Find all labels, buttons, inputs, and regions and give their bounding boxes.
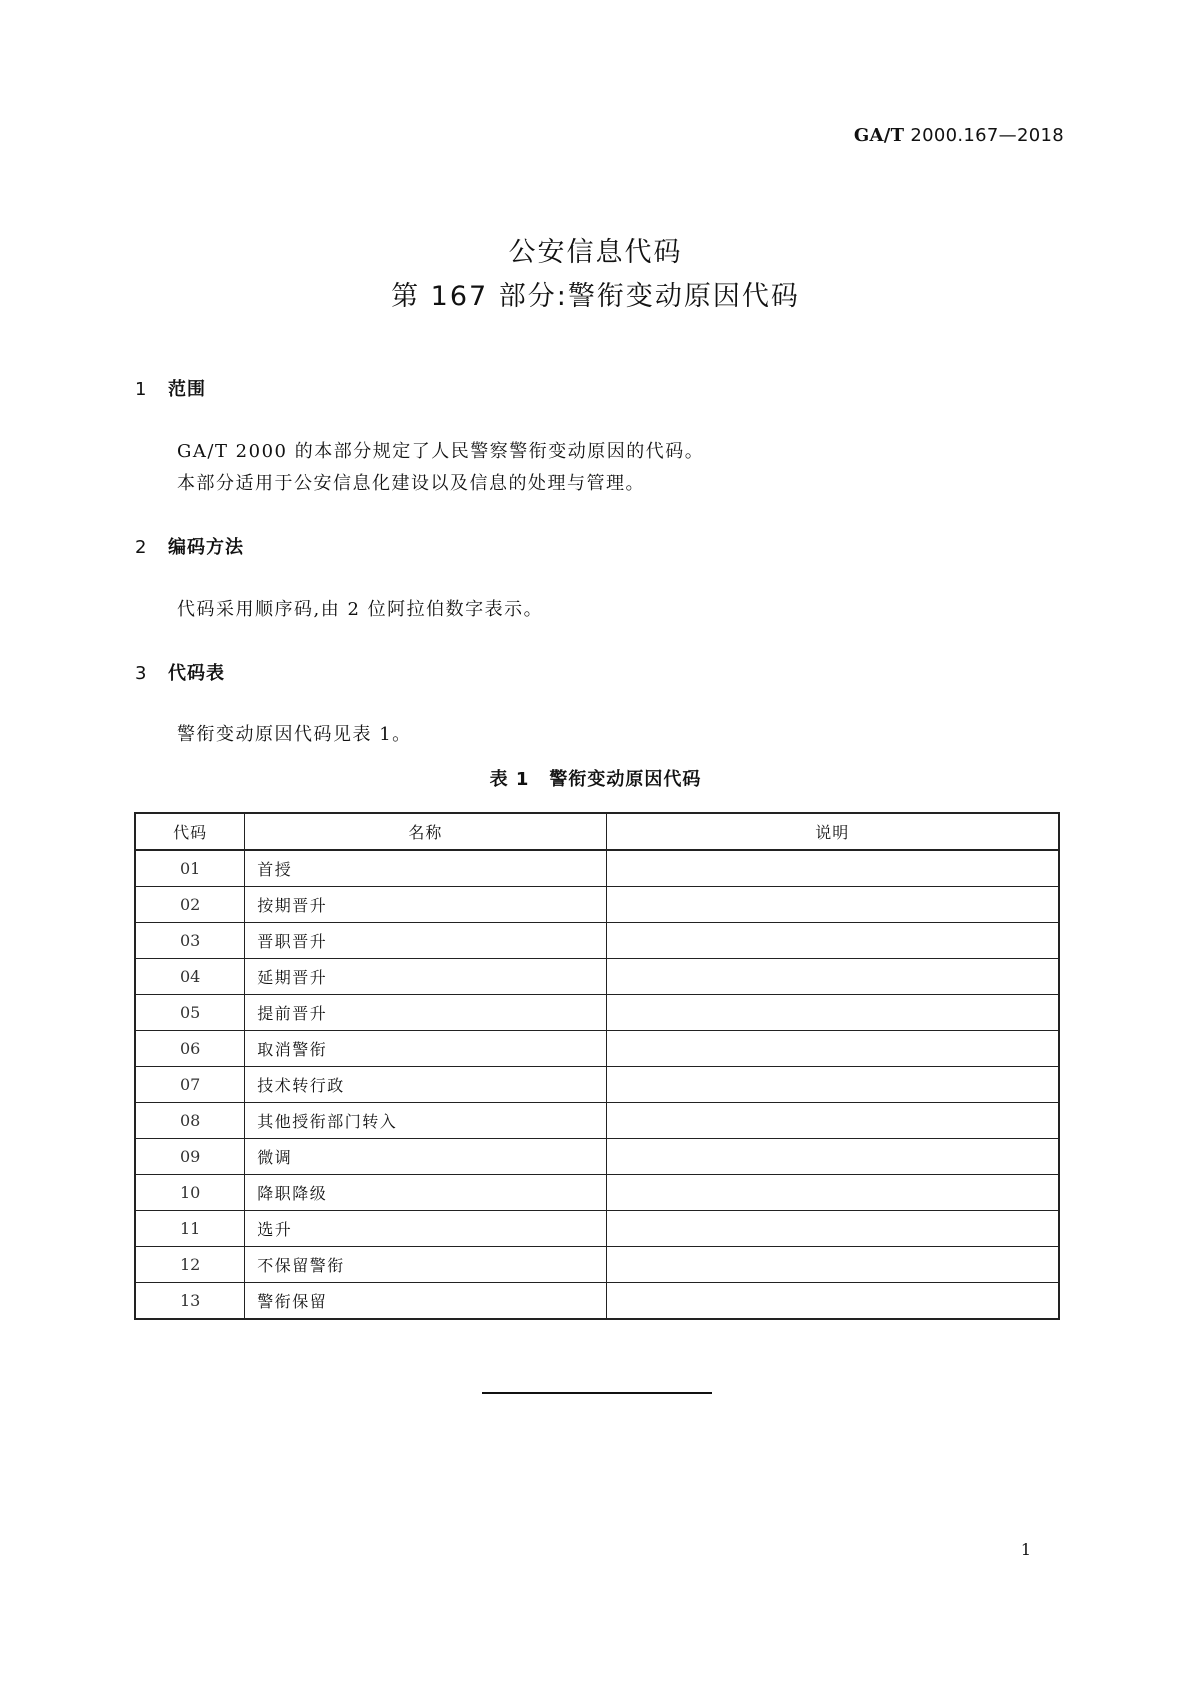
standard-number [854,125,1064,146]
row-name: 首授 [245,850,606,887]
row-name: 取消警衔 [245,1031,606,1067]
table-header-row [135,813,1059,850]
table-row [135,1103,1059,1139]
table-body [135,850,1059,1319]
row-note [606,887,1059,923]
section-1-heading [135,375,206,401]
row-name: 晋职晋升 [245,923,606,959]
row-name: 按期晋升 [245,887,606,923]
table-caption-label: 表 1 [489,769,530,790]
row-note [606,1067,1059,1103]
row-code: 04 [135,959,245,995]
section-1-paragraph-1: GA/T 2000 的本部分规定了人民警察警衔变动原因的代码。 [177,441,705,462]
table-row [135,887,1059,923]
section-number: 1 [135,379,148,400]
section-2-heading [135,533,244,559]
row-note [606,1175,1059,1211]
row-code: 12 [135,1247,245,1283]
document-title: 公安信息代码 [508,237,683,268]
section-3-heading [135,659,225,685]
section-title: 代码表 [168,663,225,684]
document-subtitle: 第 167 部分:警衔变动原因代码 [391,281,800,312]
page-number: 1 [1020,1540,1031,1559]
row-note [606,1139,1059,1175]
row-note [606,1211,1059,1247]
standard-prefix: GA/T [853,125,905,146]
row-note [606,850,1059,887]
table-row [135,1031,1059,1067]
section-1-paragraph-2: 本部分适用于公安信息化建设以及信息的处理与管理。 [177,473,645,494]
row-code: 05 [135,995,245,1031]
row-note [606,1283,1059,1320]
row-name: 延期晋升 [245,959,606,995]
row-note [606,1031,1059,1067]
header-code: 代码 [135,813,245,850]
section-number: 3 [135,663,148,684]
standard-code: 2000.167—2018 [910,125,1064,146]
row-name: 技术转行政 [245,1067,606,1103]
row-code: 02 [135,887,245,923]
row-note [606,995,1059,1031]
row-note [606,1103,1059,1139]
row-name: 微调 [245,1139,606,1175]
row-code: 06 [135,1031,245,1067]
row-note [606,959,1059,995]
table-row [135,1283,1059,1320]
section-3-paragraph-1: 警衔变动原因代码见表 1。 [177,724,412,745]
table-row [135,1247,1059,1283]
row-note [606,1247,1059,1283]
row-code: 01 [135,850,245,887]
table-caption [0,765,1191,791]
table-caption-title: 警衔变动原因代码 [549,769,702,790]
code-table [134,812,1060,1320]
row-code: 07 [135,1067,245,1103]
row-code: 08 [135,1103,245,1139]
section-title: 范围 [168,379,206,400]
row-code: 13 [135,1283,245,1320]
row-name: 提前晋升 [245,995,606,1031]
table-row [135,1139,1059,1175]
end-rule [482,1392,712,1394]
table-row [135,995,1059,1031]
table-row [135,850,1059,887]
table-row [135,1211,1059,1247]
table-row [135,923,1059,959]
row-note [606,923,1059,959]
row-code: 11 [135,1211,245,1247]
row-name: 选升 [245,1211,606,1247]
table-row [135,1067,1059,1103]
row-name: 降职降级 [245,1175,606,1211]
row-code: 09 [135,1139,245,1175]
row-code: 03 [135,923,245,959]
row-code: 10 [135,1175,245,1211]
section-title: 编码方法 [168,537,244,558]
table-row [135,1175,1059,1211]
row-name: 其他授衔部门转入 [245,1103,606,1139]
header-name: 名称 [245,813,606,850]
section-2-paragraph-1: 代码采用顺序码,由 2 位阿拉伯数字表示。 [177,599,544,620]
table-row [135,959,1059,995]
section-number: 2 [135,537,148,558]
header-note: 说明 [606,813,1059,850]
row-name: 不保留警衔 [245,1247,606,1283]
row-name: 警衔保留 [245,1283,606,1320]
